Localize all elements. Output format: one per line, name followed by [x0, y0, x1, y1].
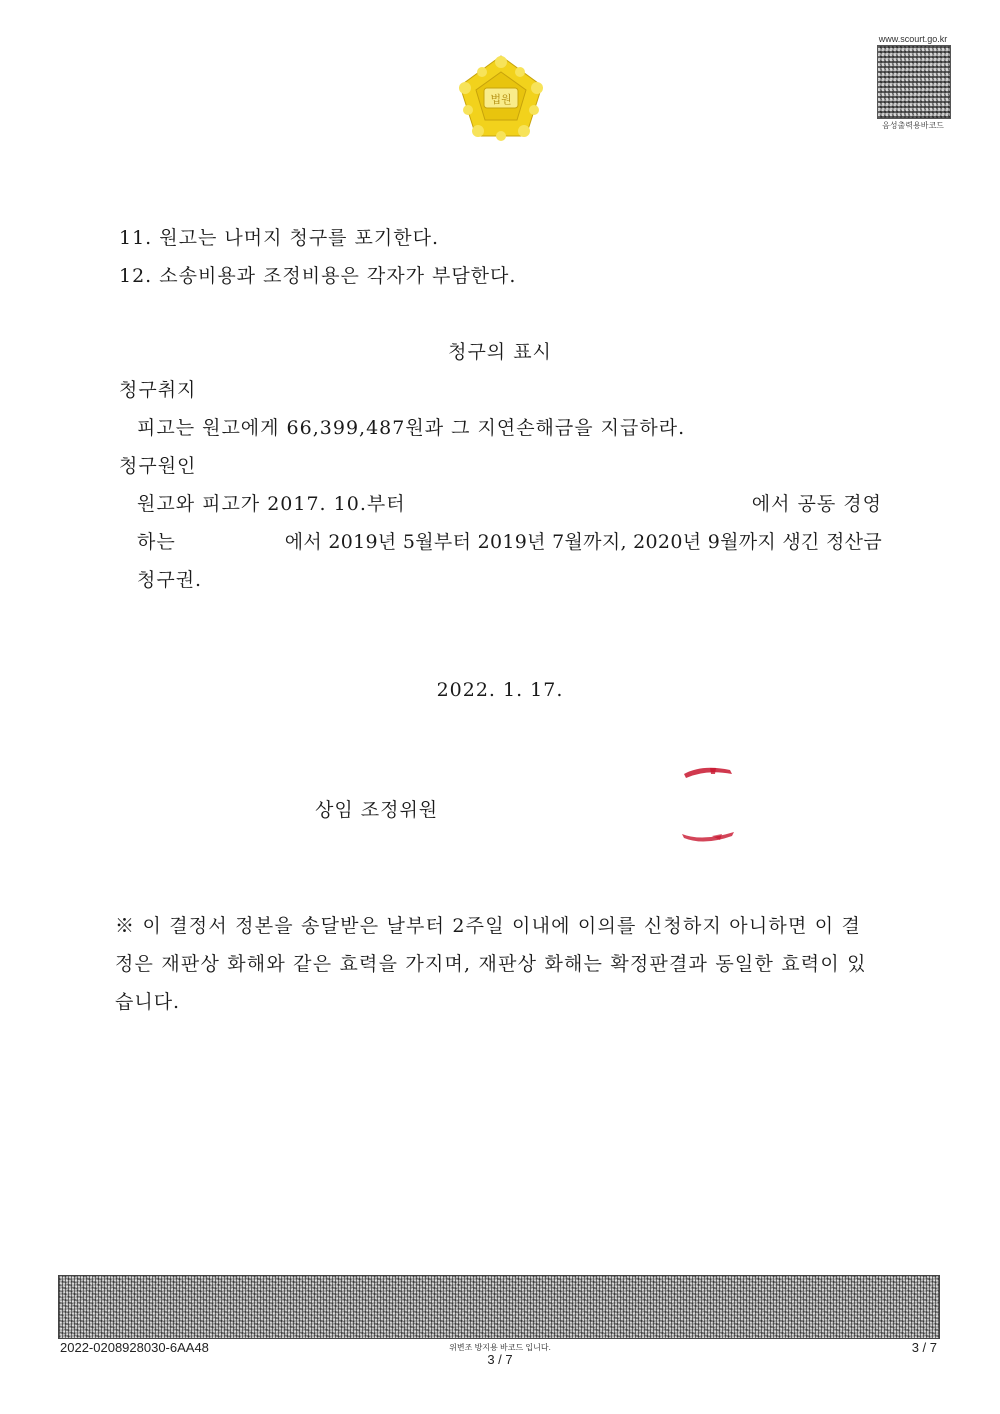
qr-barcode — [877, 45, 951, 119]
claim-cause-line3: 청구권. — [137, 569, 203, 591]
signatory-title: 상임 조정위원 — [315, 799, 439, 821]
claim-cause-line1-left: 원고와 피고가 2017. 10.부터 — [137, 493, 406, 515]
claim-purpose-label: 청구취지 — [119, 379, 197, 401]
notice-line1 — [115, 911, 878, 938]
official-seal-stamp — [672, 762, 762, 852]
item-11: 11. 원고는 나머지 청구를 포기한다. — [119, 227, 440, 249]
item-12: 12. 소송비용과 조정비용은 각자가 부담한다. — [119, 265, 517, 287]
notice-line2: 정은 재판상 화해와 같은 효력을 가지며, 재판상 화해는 확정판결과 동일한 효력이 있 — [115, 953, 867, 975]
claim-heading: 청구의 표시 — [448, 341, 552, 363]
barcode-caption: 위변조 방지용 바코드 입니다. — [449, 1343, 551, 1352]
emblem-text: 법원 — [490, 93, 512, 106]
anti-forgery-barcode — [58, 1275, 940, 1339]
qr-url-label: www.scourt.go.kr — [878, 34, 948, 44]
qr-caption: 음성출력용바코드 — [882, 121, 944, 130]
page-number-right: 3 / 7 — [911, 1340, 937, 1355]
notice-line3: 습니다. — [115, 991, 181, 1013]
notice-line1-text: ※ 이 결정서 정본을 송달받은 날부터 2주일 이내에 이의를 신청하지 아니하면 이 결 — [115, 915, 862, 937]
claim-cause-label: 청구원인 — [119, 455, 197, 477]
claim-purpose-text: 피고는 원고에게 66,399,487원과 그 지연손해금을 지급하라. — [137, 417, 686, 439]
document-date: 2022. 1. 17. — [436, 679, 564, 701]
court-emblem-logo — [454, 52, 548, 142]
page-number-center: 3 / 7 — [487, 1352, 513, 1367]
document-id: 2022-0208928030-6AA48 — [60, 1340, 209, 1355]
claim-cause-line1-right: 에서 공동 경영 — [751, 493, 882, 515]
claim-cause-line2-right: 에서 2019년 5월부터 2019년 7월까지, 2020년 9월까지 생긴 정산금 — [284, 531, 882, 553]
claim-cause-line2-left: 하는 — [137, 531, 176, 553]
